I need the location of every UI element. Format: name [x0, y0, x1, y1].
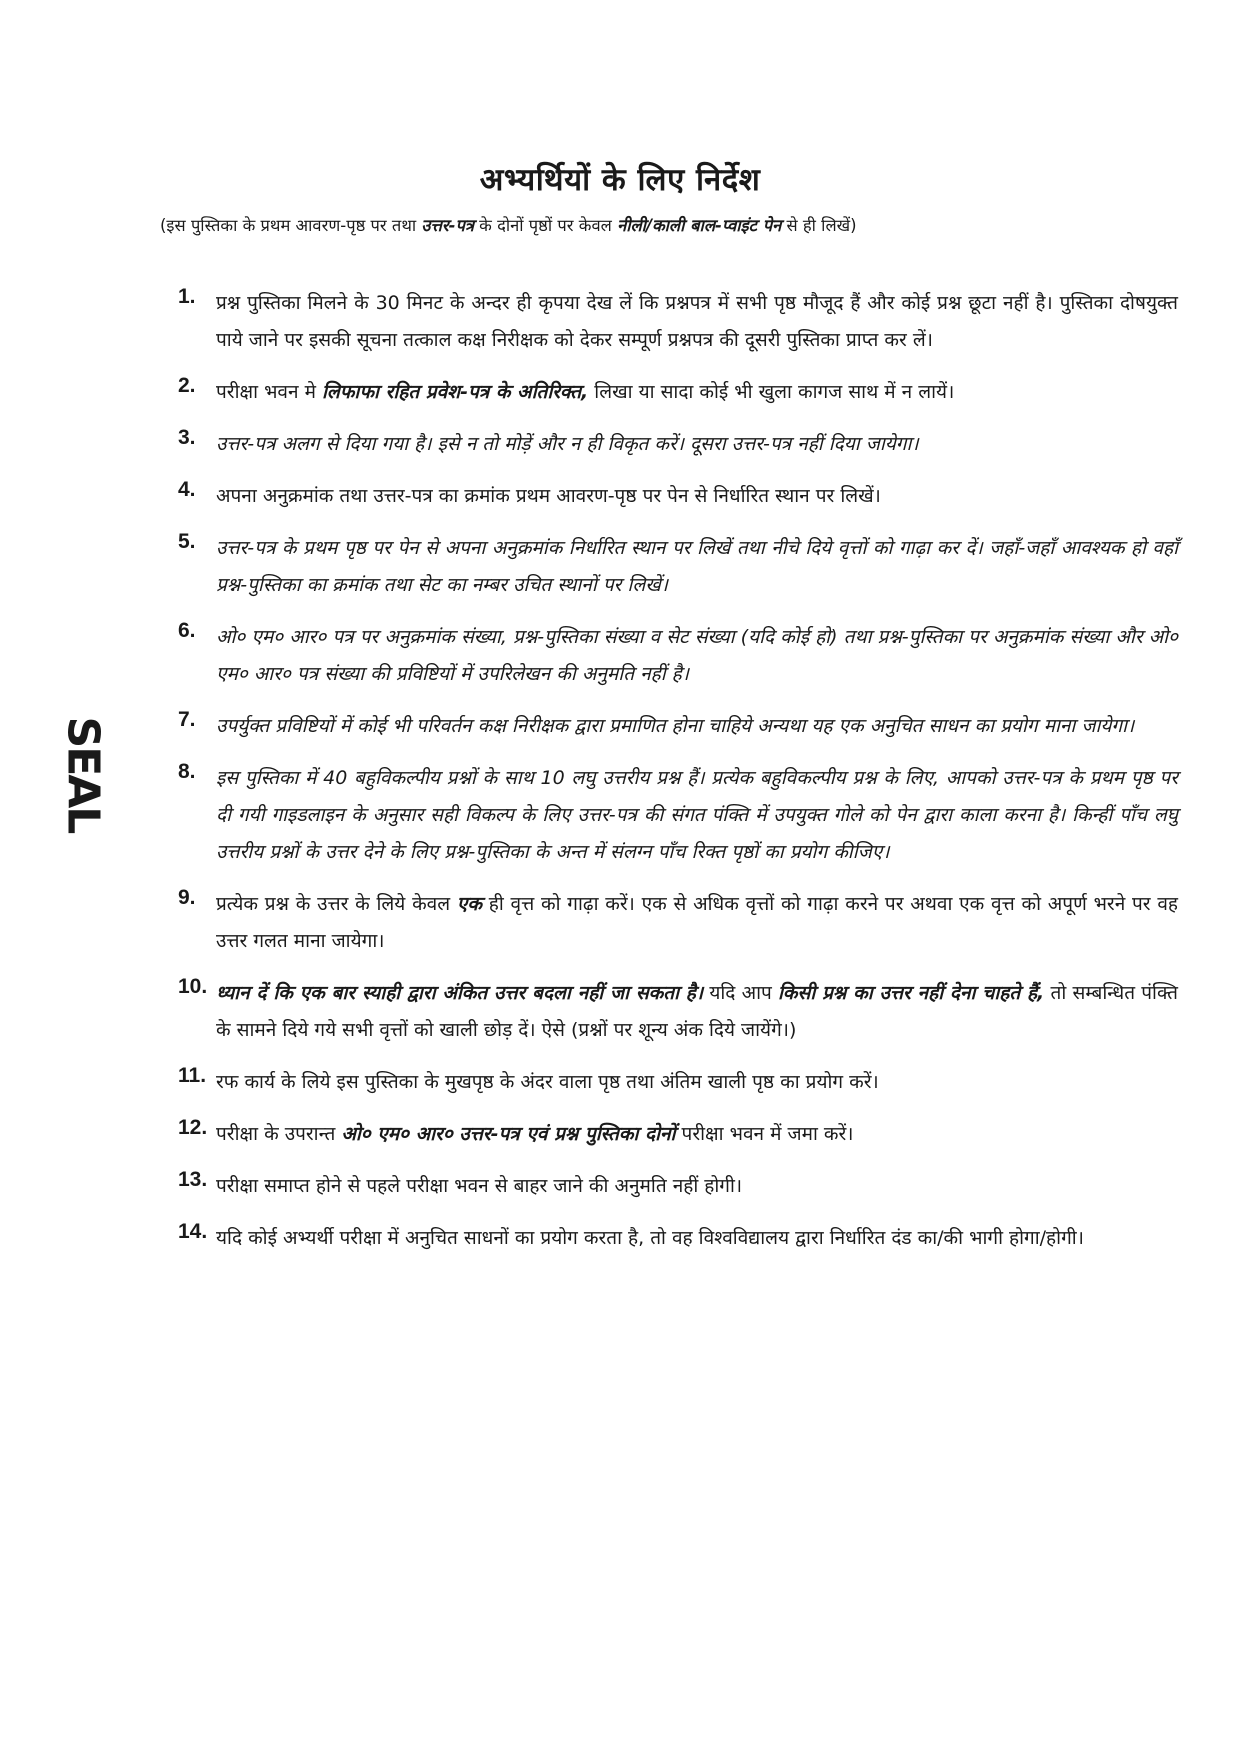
item-number: 9. — [178, 886, 196, 909]
item-text-part: परीक्षा भवन में जमा करें। — [675, 1123, 854, 1145]
instruction-item — [178, 426, 1178, 463]
page-title: अभ्यर्थियों के लिए निर्देश — [479, 162, 761, 198]
subtitle-pen-type: नीली/काली बाल-प्वाइंट पेन — [617, 216, 782, 235]
item-text — [216, 374, 1178, 411]
instruction-item — [178, 1064, 1178, 1101]
item-number: 13. — [178, 1168, 208, 1191]
item-number: 1. — [178, 285, 196, 308]
seal-text: SEAL — [57, 716, 109, 833]
item-text-emphasis: किसी प्रश्न का उत्तर नहीं देना चाहते हैं, — [778, 982, 1045, 1004]
item-text: उपर्युक्त प्रविष्टियों में कोई भी परिवर्तन कक्ष निरीक्षक द्वारा प्रमाणित होना चाहिये अन्यथा यह एक अनुचित साधन का प्रयोग माना जायेगा। — [216, 715, 1135, 737]
instruction-item — [178, 285, 1178, 359]
item-text-part: यदि आप — [703, 982, 779, 1004]
instruction-item — [178, 478, 1178, 515]
subtitle-note — [160, 213, 1150, 236]
item-text — [216, 886, 1178, 960]
instruction-item — [178, 530, 1178, 604]
subtitle-answer-sheet: उत्तर-पत्र — [421, 216, 474, 235]
item-number: 7. — [178, 708, 196, 731]
subtitle-part: से ही लिखें) — [781, 216, 857, 235]
item-text-part: तो सम्बन्धित पंक्ति के सामने दिये गये सभी वृत्तों को खाली छोड़ दें। ऐसे (प्रश्नों पर शून्य अंक दिये जायेंगे।) — [216, 982, 1178, 1041]
item-text-emphasis: लिफाफा रहित प्रवेश-पत्र के अतिरिक्त, — [321, 381, 589, 403]
instruction-item — [178, 1220, 1178, 1257]
instruction-item — [178, 708, 1178, 745]
instruction-item — [178, 1116, 1178, 1153]
instruction-item — [178, 619, 1178, 693]
item-text: रफ कार्य के लिये इस पुस्तिका के मुखपृष्ठ के अंदर वाला पृष्ठ तथा अंतिम खाली पृष्ठ का प्रयोग करें। — [216, 1071, 879, 1093]
item-text-part: प्रत्येक प्रश्न के उत्तर के लिये केवल — [216, 893, 457, 915]
instruction-item — [178, 886, 1178, 960]
item-number: 4. — [178, 478, 196, 501]
item-text: उत्तर-पत्र के प्रथम पृष्ठ पर पेन से अपना अनुक्रमांक निर्धारित स्थान पर लिखें तथा नीचे दिये वृत्तों को गाढ़ा कर दें। जहाँ-जहाँ आवश्यक हो वहाँ प्रश्न-पुस्तिका का क्रमांक तथा सेट का नम्बर उचित स्थानों पर लिखें। — [216, 537, 1178, 596]
item-number: 6. — [178, 619, 196, 642]
item-number: 14. — [178, 1220, 208, 1243]
instruction-item — [178, 975, 1178, 1049]
item-text-part: लिखा या सादा कोई भी खुला कागज साथ में न लायें। — [588, 381, 955, 403]
item-text: ओ० एम० आर० पत्र पर अनुक्रमांक संख्या, प्रश्न-पुस्तिका संख्या व सेट संख्या (यदि कोई हो) तथा प्रश्न-पुस्तिका पर अनुक्रमांक संख्या और ओ० एम० आर० पत्र संख्या की प्रविष्टियों में उपरिलेखन की अनुमति नहीं है। — [216, 626, 1178, 685]
item-text-emphasis: ओ० एम० आर० उत्तर-पत्र एवं प्रश्न पुस्तिका दोनों — [341, 1123, 676, 1145]
instruction-item — [178, 760, 1178, 871]
item-text-emphasis: एक — [456, 893, 483, 915]
subtitle-part: के दोनों पृष्ठों पर केवल — [473, 216, 618, 235]
item-number: 8. — [178, 760, 196, 783]
item-text: उत्तर-पत्र अलग से दिया गया है। इसे न तो मोड़ें और न ही विकृत करें। दूसरा उत्तर-पत्र नहीं दिया जायेगा। — [216, 433, 919, 455]
item-text-emphasis: ध्यान दें कि एक बार स्याही द्वारा अंकित उत्तर बदला नहीं जा सकता है। — [216, 982, 704, 1004]
item-text-part: परीक्षा भवन मे — [216, 381, 322, 403]
item-number: 3. — [178, 426, 196, 449]
item-text: परीक्षा समाप्त होने से पहले परीक्षा भवन से बाहर जाने की अनुमति नहीं होगी। — [216, 1175, 743, 1197]
item-text: अपना अनुक्रमांक तथा उत्तर-पत्र का क्रमांक प्रथम आवरण-पृष्ठ पर पेन से निर्धारित स्थान पर लिखें। — [216, 485, 881, 507]
instruction-item — [178, 1168, 1178, 1205]
item-text: इस पुस्तिका में 40 बहुविकल्पीय प्रश्नों के साथ 10 लघु उत्तरीय प्रश्न हैं। प्रत्येक बहुविकल्पीय प्रश्न के लिए, आपको उत्तर-पत्र के प्रथम पृष्ठ पर दी गयी गाइडलाइन के अनुसार सही विकल्प के लिए उत्तर-पत्र की संगत पंक्ति में उपयुक्त गोले को पेन द्वारा काला करना है। किन्हीं पाँच लघु उत्तरीय प्रश्नों के उत्तर देने के लिए प्रश्न-पुस्तिका के अन्त में संलग्न पाँच रिक्त पृष्ठों का प्रयोग कीजिए। — [216, 767, 1178, 863]
item-number: 10. — [178, 975, 208, 998]
instruction-item — [178, 374, 1178, 411]
item-text-part: ही वृत्त को गाढ़ा करें। एक से अधिक वृत्तों को गाढ़ा करने पर अथवा एक वृत्त को अपूर्ण भरने पर वह उत्तर गलत माना जायेगा। — [216, 893, 1178, 952]
subtitle-part: (इस पुस्तिका के प्रथम आवरण-पृष्ठ पर तथा — [160, 216, 422, 235]
item-text: प्रश्न पुस्तिका मिलने के 30 मिनट के अन्दर ही कृपया देख लें कि प्रश्नपत्र में सभी पृष्ठ मौजूद हैं और कोई प्रश्न छूटा नहीं है। पुस्तिका दोषयुक्त पाये जाने पर इसकी सूचना तत्काल कक्ष निरीक्षक को देकर सम्पूर्ण प्रश्नपत्र की दूसरी पुस्तिका प्राप्त कर लें। — [216, 292, 1178, 351]
instruction-list — [178, 285, 1178, 1272]
item-number: 12. — [178, 1116, 208, 1139]
item-text — [216, 1116, 1178, 1153]
item-number: 5. — [178, 530, 196, 553]
item-number: 11. — [178, 1064, 207, 1087]
item-number: 2. — [178, 374, 196, 397]
seal-stamp — [57, 716, 109, 833]
item-text — [216, 975, 1178, 1049]
item-text: यदि कोई अभ्यर्थी परीक्षा में अनुचित साधनों का प्रयोग करता है, तो वह विश्वविद्यालय द्वारा निर्धारित दंड का/की भागी होगा/होगी। — [216, 1227, 1084, 1249]
item-text-part: परीक्षा के उपरान्त — [216, 1123, 342, 1145]
